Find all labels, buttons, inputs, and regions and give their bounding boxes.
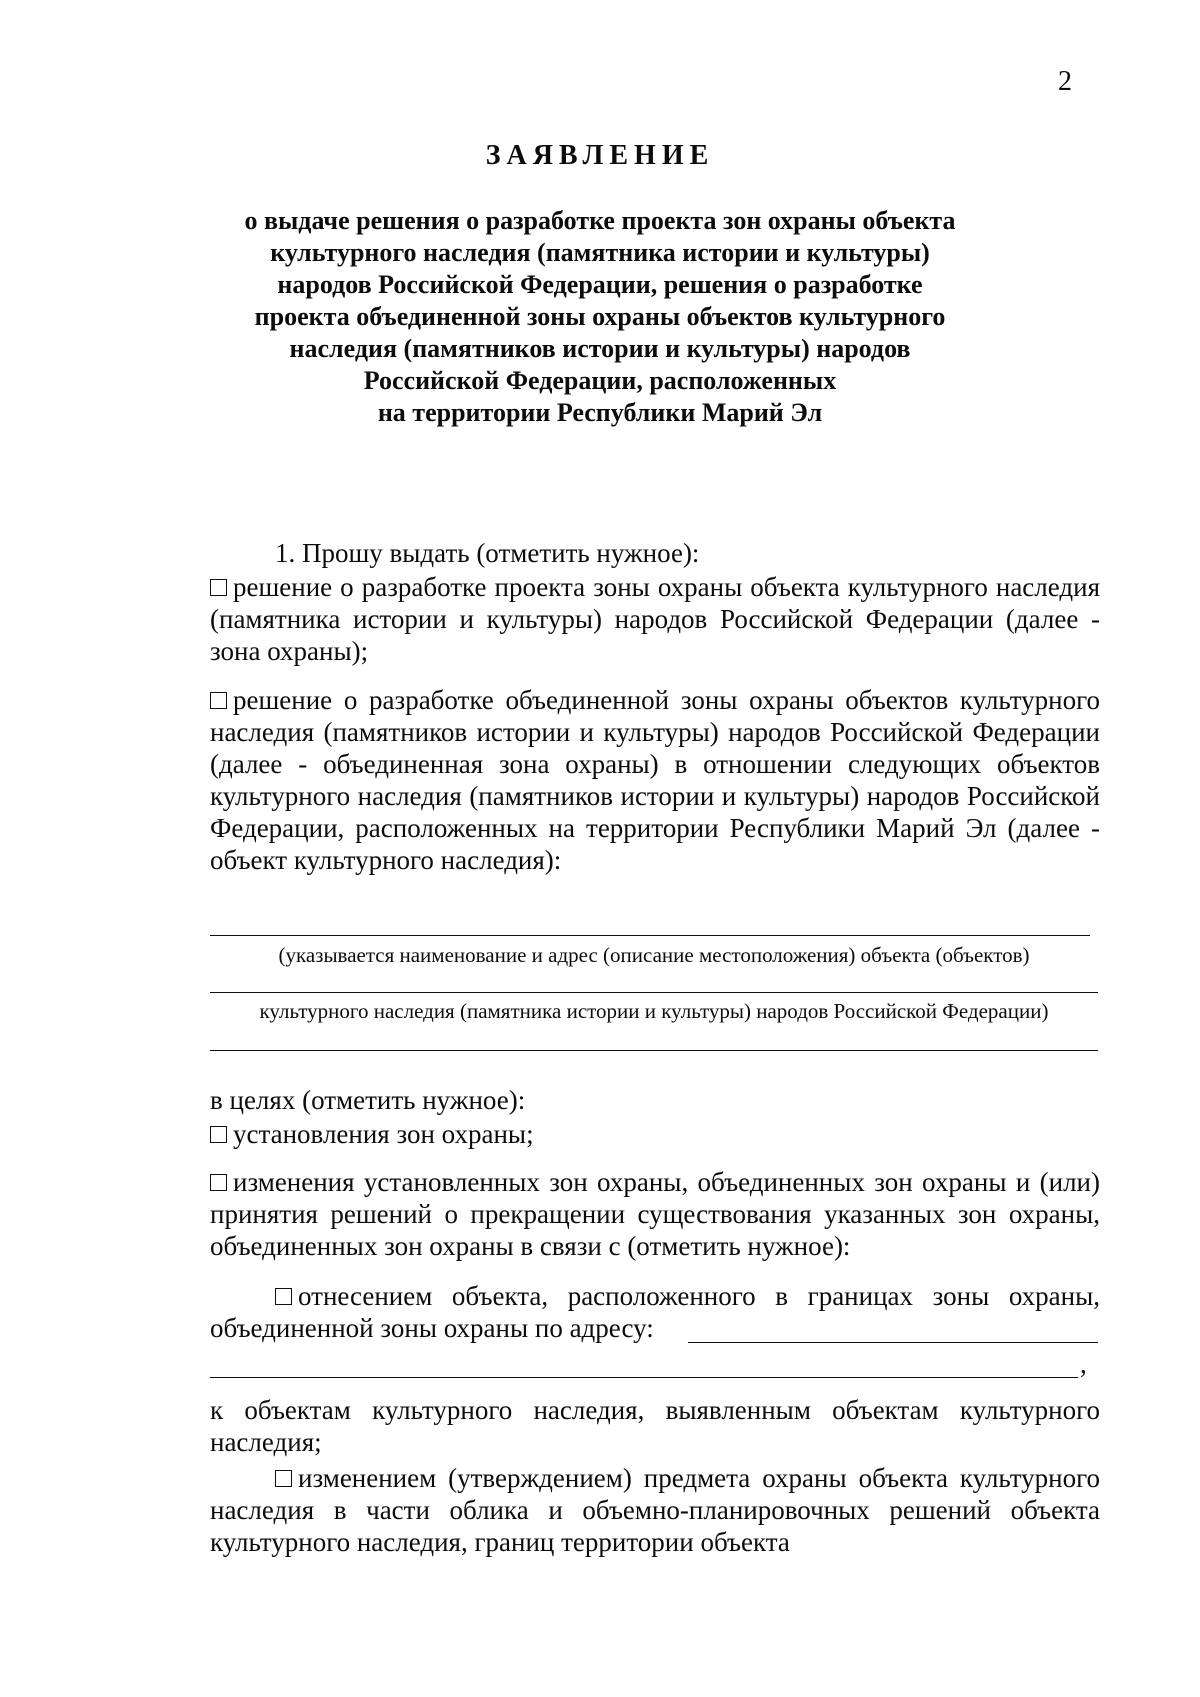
reason-subject-label: изменением (утверждением) предмета охраны объекта культурного наследия в части облика и объемно-планировочных решений объекта культурного наследия, границ территории объекта <box>210 1463 1100 1557</box>
object-name-caption-1: (указывается наименование и адрес (описание местоположения) объекта (объектов) <box>278 943 1030 967</box>
purpose-heading: в целях (отметить нужное): <box>210 1085 526 1115</box>
purpose-establish <box>210 1118 1100 1150</box>
subtitle-line: о выдаче решения о разработке проекта зон охраны объекта <box>244 206 956 235</box>
purpose-change-checkbox[interactable] <box>210 1174 227 1191</box>
object-name-line-2[interactable] <box>210 992 1098 993</box>
document-title: ЗАЯВЛЕНИЕ <box>485 140 715 171</box>
subtitle-line: культурного наследия (памятника истории и культуры) <box>270 238 930 267</box>
subtitle-line: народов Российской Федерации, решения о разработке <box>277 270 923 299</box>
item-1-heading: 1. Прошу выдать (отметить нужное): <box>275 538 700 568</box>
address-line-1[interactable] <box>688 1342 1098 1343</box>
reason-subject-checkbox[interactable] <box>275 1470 292 1487</box>
purpose-establish-label: установления зон охраны; <box>233 1119 534 1149</box>
subtitle-line: Российской Федерации, расположенных <box>363 366 837 395</box>
reason-object-label: отнесением объекта, расположенного в границах зоны охраны, объединенной зоны охраны по адресу: <box>210 1281 1100 1343</box>
option-zone <box>210 571 1100 667</box>
subtitle-line: на территории Республики Марий Эл <box>377 398 823 427</box>
reason-subject <box>210 1462 1100 1558</box>
page-number: 2 <box>1058 66 1072 97</box>
reason-object-checkbox[interactable] <box>275 1288 292 1305</box>
subtitle-line: проекта объединенной зоны охраны объектов культурного <box>254 302 946 331</box>
reason-object <box>210 1280 1100 1344</box>
purpose-change <box>210 1166 1100 1262</box>
subtitle-line: наследия (памятников истории и культуры) народов <box>289 334 911 363</box>
object-name-line-1[interactable] <box>210 935 1090 936</box>
option-joint-zone-label: решение о разработке объединенной зоны охраны объектов культурного наследия (памятников истории и культуры) народов Российской Федерации (далее - объединенная зона охраны) в отношении следующих объектов культурного наследия (памятников истории и культуры) народов Российской Федерации, расположенных на территории Республики Марий Эл (далее - объект культурного наследия): <box>210 685 1100 875</box>
purpose-change-label: изменения установленных зон охраны, объединенных зон охраны и (или) принятия решений о прекращении существования указанных зон охраны, объединенных зон охраны в связи с (отметить нужное): <box>210 1167 1100 1261</box>
reason-object-tail: к объектам культурного наследия, выявленным объектам культурного наследия; <box>210 1395 1100 1457</box>
document-subtitle <box>0 205 1200 429</box>
option-joint-zone-checkbox[interactable] <box>210 692 227 709</box>
option-joint-zone <box>210 684 1100 876</box>
address-comma: , <box>1080 1349 1087 1379</box>
option-zone-label: решение о разработке проекта зоны охраны объекта культурного наследия (памятника истории и культуры) народов Российской Федерации (далее - зона охраны); <box>210 572 1100 666</box>
option-zone-checkbox[interactable] <box>210 579 227 596</box>
purpose-establish-checkbox[interactable] <box>210 1126 227 1143</box>
address-line-2[interactable] <box>210 1377 1078 1378</box>
object-name-line-3[interactable] <box>210 1050 1098 1051</box>
object-name-caption-2: культурного наследия (памятника истории и культуры) народов Российской Федерации) <box>259 999 1049 1023</box>
